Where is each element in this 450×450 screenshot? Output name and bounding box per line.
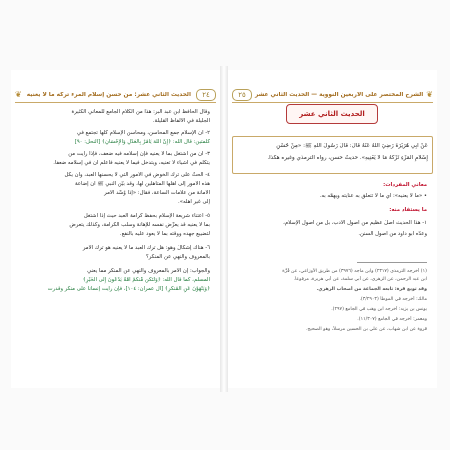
footnote-line: (١) أخرجه الترمذي (٢٣١٧) وابن ماجه (٣٩٧٦) من طريق الأوزاعي، عن قُرَّة bbox=[282, 269, 427, 274]
section-heading-vocab: معاني المفردات: bbox=[383, 182, 427, 188]
body-line: ٢- أن الإسلام جمع المحاسن، ومحاسن الإسلام كلُّها تجتمع في bbox=[76, 130, 210, 136]
header-rule bbox=[232, 102, 433, 103]
left-page bbox=[11, 70, 220, 388]
body-line: والجواب: إن الأمر بالمعروف والنهي عن المنكر مما يعني bbox=[87, 268, 210, 274]
hadith-text-frame bbox=[232, 136, 433, 174]
footnote-line: يونس بن يزيد: أخرجه ابن وهب في الجامع (٢٩٧). bbox=[331, 307, 427, 312]
body-line: بالمعروف والنهي عن المنكر؟ bbox=[145, 254, 210, 260]
body-line: وقال الحافظ ابن عبد البر: هذا من الكلام الجامع للمعاني الكثيرة bbox=[71, 109, 210, 115]
section-heading-lessons: ما يستفاد منه: bbox=[389, 207, 427, 213]
header-rule bbox=[15, 102, 216, 103]
left-page-header-title: الحديث الثاني عشر: من حسن إسلام المرء تركه ما لا يعنيه bbox=[26, 92, 191, 98]
footnote-line: ابن عبد الرحمن، عن الزهري، عن أبي سلمة، عن أبي هريرة، مرفوعاً. bbox=[293, 277, 427, 282]
right-page-header-title: الشرح المختصر على الأربعين النووية — الحديث الثاني عشر bbox=[255, 92, 424, 98]
body-line: الجليلة في الألفاظ القليلة. bbox=[152, 118, 210, 124]
lesson-line: ١- هذا الحديث أصلٌ عظيم من أصول الأدب، بل من أصول الإسلام، bbox=[283, 220, 427, 226]
body-line: ٥- اعتناء شريعة الإسلام بحفظ كرامة العبد حيث إذا اشتغل bbox=[83, 213, 210, 219]
footnote-line: ومعمر: أخرجه في الجامع (١١/٣٠٧). bbox=[357, 317, 427, 322]
body-line: ٦- هناك إشكالٌ وهو: هل ترك العبد ما لا يعنيه هو ترك الأمر bbox=[82, 245, 210, 251]
vocab-line: • «ما لا يعنيه»: أي ما لا تتعلَّق به عنايته ويهمُّه به. bbox=[319, 193, 427, 199]
body-line: لتضييع جهده ووقته بما لا يعود عليه بالنفع. bbox=[119, 231, 210, 237]
body-line: بما لا يعنيه قد يعرِّض نفسه للإهانة وسلب الكرامة، وكذلك يتعرض bbox=[69, 222, 210, 228]
body-line: ٤- الحثُّ على ترك الخوض في الأمور التي لا يحسنها العبد، وأن يكل bbox=[64, 172, 210, 178]
body-line: إلى غير أهله». bbox=[178, 199, 210, 205]
footnote-rule bbox=[357, 262, 427, 263]
footnote-line: مالك: أخرجه في الموطأ (٣/٢٩٠٣). bbox=[359, 297, 427, 302]
body-line: هذه الأمور إلى أهلها المتأهلين لها، وقد بيَّن النبي ﷺ أن إضاعة bbox=[74, 181, 210, 187]
footnote-line: قروة عن ابن شهاب، عن علي بن الحسين مرسلاً، وهو الصحيح. bbox=[305, 327, 427, 332]
ornament-icon: ❦ bbox=[15, 90, 22, 99]
right-page bbox=[228, 70, 437, 388]
book-gutter bbox=[220, 66, 228, 392]
hadith-line: إِسْلامِ المَرْءِ تَرْكُهُ مَا لا يَعْنِيهِ». حديثٌ حسن، رواه الترمذي وغيره هكذا. bbox=[267, 155, 428, 161]
body-line: المسلم، كما قال الله: ﴿وَلْتَكُن مِّنكُمْ أُمَّةٌ يَدْعُونَ إِلَى الْخَيْرِ﴾ bbox=[82, 277, 210, 283]
hadith-title: الحديث الثاني عشر bbox=[299, 110, 365, 118]
body-line: الأمانة من علامات الساعة، فقال: «إذا وُسِّد الأمر bbox=[104, 190, 210, 196]
left-page-header bbox=[15, 89, 216, 101]
body-line: ٣- أن من اشتغل بما لا يعنيه فإن إسلامه فيه ضعف، فإذا رأيت من bbox=[68, 151, 210, 157]
body-line: ﴿وَيَنْهَوْنَ عَنِ الْمُنكَرِ﴾ [آل عمران: ١٠٤]، فإن رأيت إنساناً على منكر وقدرت bbox=[47, 286, 210, 292]
right-page-header bbox=[232, 89, 433, 101]
ornament-icon: ❦ bbox=[426, 90, 433, 99]
body-line: كلمتين: قال الله: ﴿إِنَّ اللَّهَ يَأْمُرُ بِالْعَدْلِ وَالْإِحْسَانِ﴾ [النحل: ٩٠] bbox=[74, 139, 210, 145]
lesson-line: وعدَّه أبو داود من أصول السنن. bbox=[358, 231, 427, 237]
left-page-number: ٢٤ bbox=[196, 89, 216, 101]
footnote-line: وقد توبع قرة: تابعه الجماعة من أصحاب الزهري. bbox=[316, 287, 427, 292]
hadith-title-box bbox=[286, 104, 378, 124]
hadith-line: عَنْ أَبِي هُرَيْرَةَ رَضِيَ اللَّهُ عَنْهُ قَالَ: قَالَ رَسُولُ اللَّهِ ﷺ: «مِنْ حُسْنِ bbox=[276, 143, 428, 149]
body-line: يتكلم في أشياء لا تعنيه، ويتدخل فيما لا يعنيه فاعلم أن في إسلامه ضعفاً. bbox=[53, 160, 210, 166]
right-page-number: ٢٥ bbox=[232, 89, 252, 101]
